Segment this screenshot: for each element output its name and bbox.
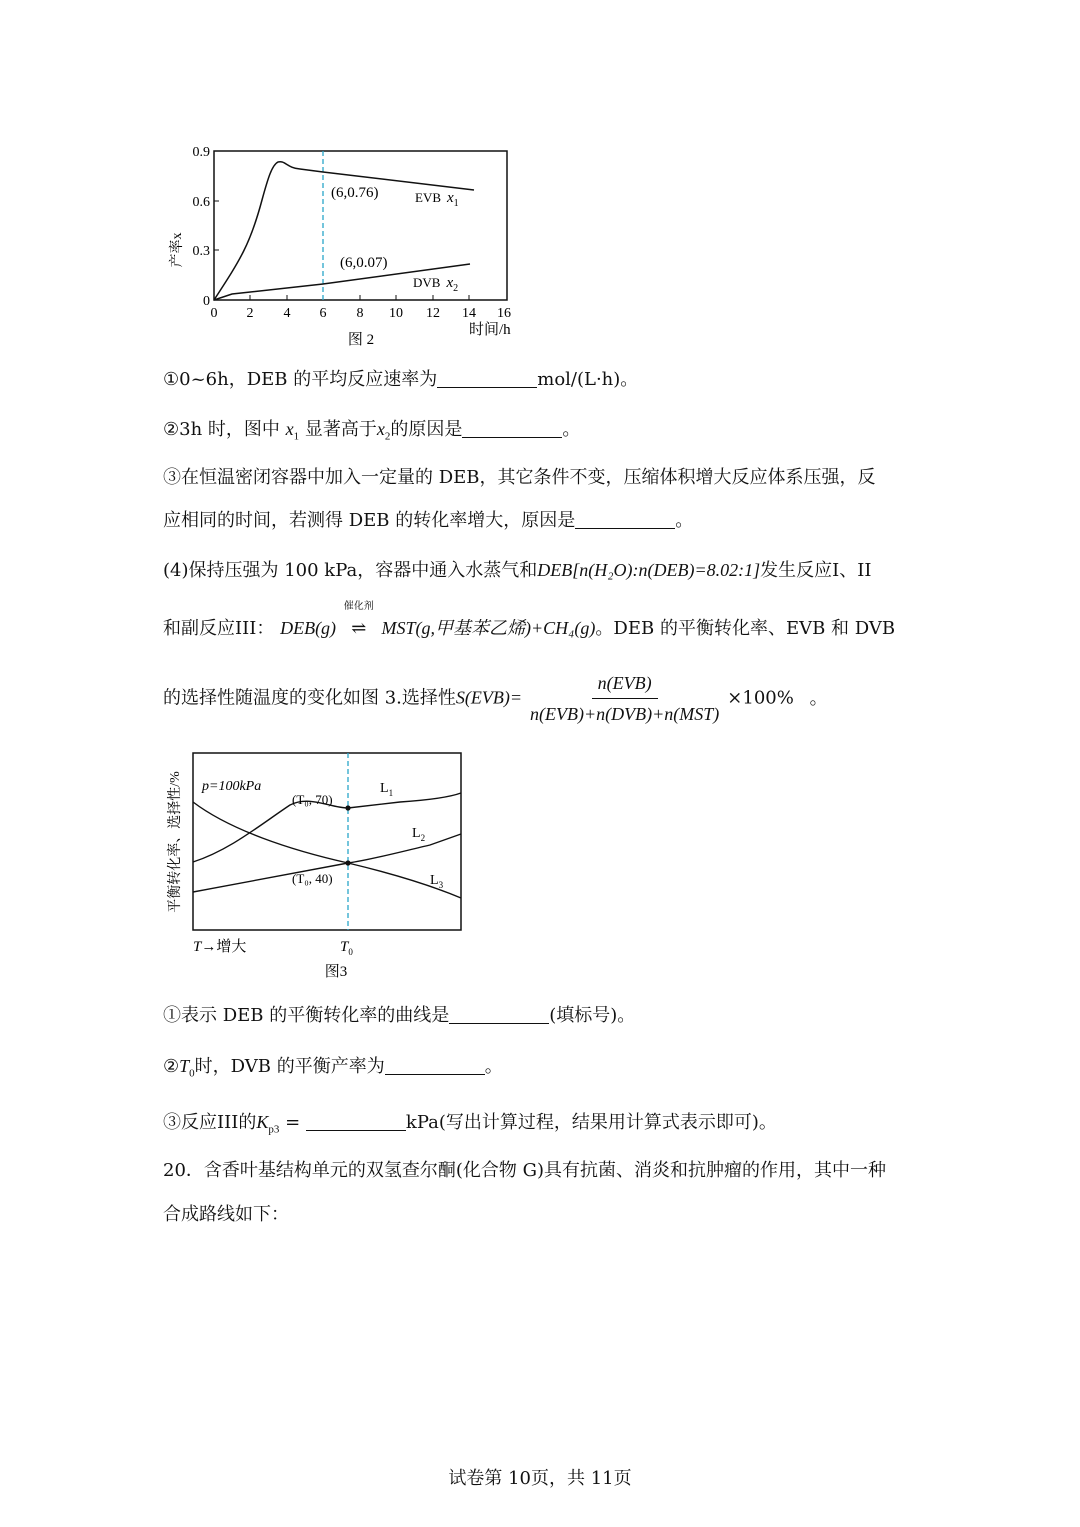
- fig3-ylabel: 平衡转化率、选择性/%: [168, 771, 183, 913]
- point-t0-40: [345, 860, 350, 865]
- fig2-xtick: 0: [210, 306, 218, 321]
- q4-item2-num: ②: [163, 1056, 180, 1077]
- fig2-xtick: 4: [283, 306, 291, 321]
- catalyst-label: 催化剂: [343, 601, 374, 612]
- q20-line1: 20．含香叶基结构单元的双氢查尔酮(化合物 G)具有抗菌、消炎和抗肿瘤的作用，其中一种: [163, 1160, 887, 1181]
- answer-blank[interactable]: [462, 419, 562, 438]
- x2-symbol: x: [446, 275, 454, 291]
- q4-line2-post: 。DEB 的平衡转化率、EVB 和 DVB: [595, 618, 896, 639]
- q4-line2-text: 和副反应III：: [163, 618, 275, 639]
- fig2-ytick: 0: [203, 294, 210, 309]
- q4-line1-text: (4)保持压强为 100 kPa，容器中通入水蒸气和: [163, 560, 538, 581]
- q4-item3: [163, 1110, 777, 1142]
- arrow-icon: ⇌: [351, 618, 367, 639]
- label-L3: L: [430, 873, 439, 888]
- q4-item2-text: 时，DVB 的平衡产率为: [194, 1056, 385, 1077]
- evb-label: EVB: [415, 190, 441, 205]
- q4-line1: [163, 558, 871, 583]
- q3-item2-text: ②3h 时，图中: [163, 419, 280, 440]
- fig2-xtick: 12: [426, 306, 440, 321]
- q4-item1: [163, 1004, 635, 1028]
- q4-line3-text: 的选择性随温度的变化如图 3.选择性: [163, 687, 456, 709]
- reaction-left: DEB(g): [280, 618, 337, 638]
- times-100: ×100%: [727, 687, 794, 709]
- svg-text:EVBx1: [415, 190, 459, 209]
- ratio-expression: DEB[n(H₂O):n(DEB)=8.02:1]: [537, 560, 761, 580]
- fig2-xtick: 6: [319, 306, 327, 321]
- q3-item2-mid: 显著高于: [304, 419, 377, 440]
- period: 。: [562, 419, 581, 440]
- q4-item3-post: kPa(写出计算过程，结果用计算式表示即可)。: [405, 1112, 777, 1133]
- fig2-xtick: 16: [497, 306, 511, 321]
- q3-item2: [163, 417, 580, 449]
- fig2-point-dvb: (6,0.07): [340, 255, 388, 271]
- fig2-ylabel: 产率x: [170, 232, 185, 268]
- label-L1: L: [380, 781, 389, 796]
- q3-item3-line1: ③在恒温密闭容器中加入一定量的 DEB，其它条件不变，压缩体积增大反应体系压强，反: [163, 467, 876, 488]
- x1-subscript: 1: [453, 198, 459, 209]
- q4-item1-text: ①表示 DEB 的平衡转化率的曲线是: [163, 1005, 450, 1026]
- arrow-right-icon: →: [201, 939, 217, 955]
- pressure-label: p=100kPa: [202, 779, 262, 794]
- page-footer: 试卷第 10页，共 11页: [448, 1468, 632, 1489]
- q3-item1-unit: mol/(L·h)。: [537, 369, 639, 390]
- point-label-40: (T₀, 40): [292, 871, 333, 886]
- selectivity-lhs: S(EVB)=: [455, 687, 523, 708]
- q3-item1-text: ①0~6h，DEB 的平均反应速率为: [163, 369, 438, 390]
- svg-text:T→增大: [193, 938, 246, 955]
- answer-blank[interactable]: [306, 1112, 406, 1131]
- fig2-xtick: 8: [356, 306, 364, 321]
- selectivity-fraction: $\frac{\text{n(EVB)}}{\text{n(EVB)+n(DVB)+n(MST)}}$: [524, 670, 725, 727]
- q3-item3-text: 应相同的时间，若测得 DEB 的转化率增大，原因是: [163, 510, 576, 531]
- fig2-ytick: 0.9: [192, 145, 210, 160]
- svg-text:DVBx2: [413, 275, 458, 294]
- q4-item3-text: ③反应III的: [163, 1112, 257, 1133]
- equals: =: [285, 1112, 301, 1133]
- fig2-ytick: 0.3: [192, 244, 210, 259]
- answer-blank[interactable]: [449, 1005, 549, 1024]
- fig2-xtick: 10: [389, 306, 403, 321]
- period: 。: [809, 687, 828, 709]
- q3-item3-line2: [163, 509, 693, 533]
- q4-line1-post: 发生反应I、II: [760, 560, 872, 581]
- fig2-point-evb: (6,0.76): [331, 185, 379, 201]
- q3-item2-post: 的原因是: [390, 419, 463, 440]
- equilibrium-arrow: [342, 601, 376, 641]
- x2-inline: $x_2$: [376, 419, 391, 443]
- label-L2: L: [412, 826, 421, 841]
- q3-item1: [163, 368, 638, 392]
- q20-line2: 合成路线如下：: [163, 1204, 289, 1225]
- svg-text:L1: $L_1$: [380, 781, 394, 798]
- fig2-plot-frame: [214, 151, 507, 300]
- dvb-label: DVB: [413, 275, 441, 290]
- fig2-xtick: 14: [462, 306, 476, 321]
- t0-inline: $T_0$: [179, 1056, 195, 1080]
- answer-blank[interactable]: [575, 510, 675, 529]
- answer-blank[interactable]: [437, 369, 537, 388]
- period: 。: [675, 510, 694, 531]
- t-axis: T: [193, 939, 202, 955]
- q4-line2: [163, 601, 896, 641]
- fig2-xlabel: 时间/h: [469, 322, 511, 338]
- answer-blank[interactable]: [385, 1056, 485, 1075]
- fig3-caption: 图3: [324, 964, 348, 980]
- t0-label: T: [340, 939, 349, 955]
- svg-text:L2: $L_2$: [412, 826, 426, 843]
- svg-text:L3: $L_3$: [430, 873, 444, 890]
- x2-subscript: 2: [453, 283, 459, 294]
- figure-3: [160, 745, 470, 985]
- svg-text:T0: $T_0$: [340, 939, 353, 957]
- point-label-70: (T₀, 70): [292, 792, 333, 807]
- q4-item1-post: (填标号)。: [549, 1005, 636, 1026]
- point-t0-70: [345, 805, 350, 810]
- x1-inline: $x_1$: [285, 419, 300, 443]
- q4-item2: [163, 1054, 503, 1086]
- x1-symbol: x: [447, 190, 454, 206]
- period: 。: [484, 1056, 503, 1077]
- figure-2: [160, 140, 540, 355]
- fig2-xtick: 2: [246, 306, 254, 321]
- fig2-caption: 图 2: [347, 332, 375, 348]
- reaction-right: MST(g,甲基苯乙烯)+CH₄(g): [381, 618, 596, 638]
- t-increase: 增大: [216, 939, 247, 955]
- kp3-symbol: $K_{p3}$: [256, 1112, 280, 1136]
- q4-line3: [163, 670, 828, 727]
- fig2-ytick: 0.6: [192, 195, 210, 210]
